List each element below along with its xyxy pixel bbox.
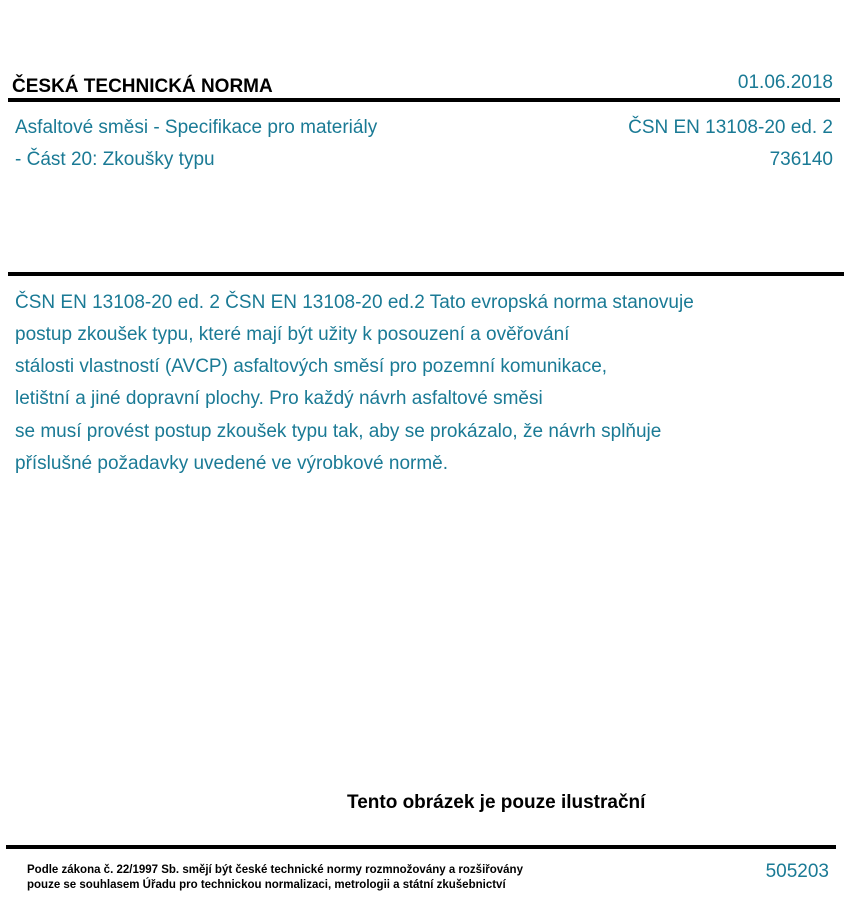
standard-heading: ČESKÁ TECHNICKÁ NORMA bbox=[12, 76, 273, 97]
summary-line: stálosti vlastností (AVCP) asfaltových směsí pro pozemní komunikace, bbox=[15, 356, 608, 377]
summary-line: se musí provést postup zkoušek typu tak, aby se prokázalo, že návrh splňuje bbox=[15, 421, 662, 442]
catalog-number: 505203 bbox=[765, 861, 829, 882]
legal-notice-line-1: Podle zákona č. 22/1997 Sb. smějí být české technické normy rozmnožovány a rozšiřovány bbox=[27, 864, 523, 876]
header-divider bbox=[8, 98, 840, 102]
summary-line: příslušné požadavky uvedené ve výrobkové normě. bbox=[15, 453, 449, 474]
classification-code: 736140 bbox=[769, 149, 833, 170]
summary-divider bbox=[8, 272, 844, 276]
summary-line: letištní a jiné dopravní plochy. Pro každý návrh asfaltové směsi bbox=[15, 388, 543, 409]
document-title-line-2: - Část 20: Zkoušky typu bbox=[15, 149, 215, 170]
summary-line: postup zkoušek typu, které mají být užity k posouzení a ověřování bbox=[15, 324, 570, 345]
publication-date: 01.06.2018 bbox=[737, 72, 833, 93]
legal-notice-line-2: pouze se souhlasem Úřadu pro technickou normalizaci, metrologii a státní zkušebnictví bbox=[27, 879, 506, 891]
summary-line: ČSN EN 13108-20 ed. 2 ČSN EN 13108-20 ed.2 Tato evropská norma stanovuje bbox=[15, 292, 694, 313]
illustration-disclaimer: Tento obrázek je pouze ilustrační bbox=[347, 792, 646, 813]
footer-divider bbox=[6, 845, 836, 849]
document-title-line-1: Asfaltové směsi - Specifikace pro materiály bbox=[15, 117, 378, 138]
standard-designation: ČSN EN 13108-20 ed. 2 bbox=[628, 117, 833, 138]
